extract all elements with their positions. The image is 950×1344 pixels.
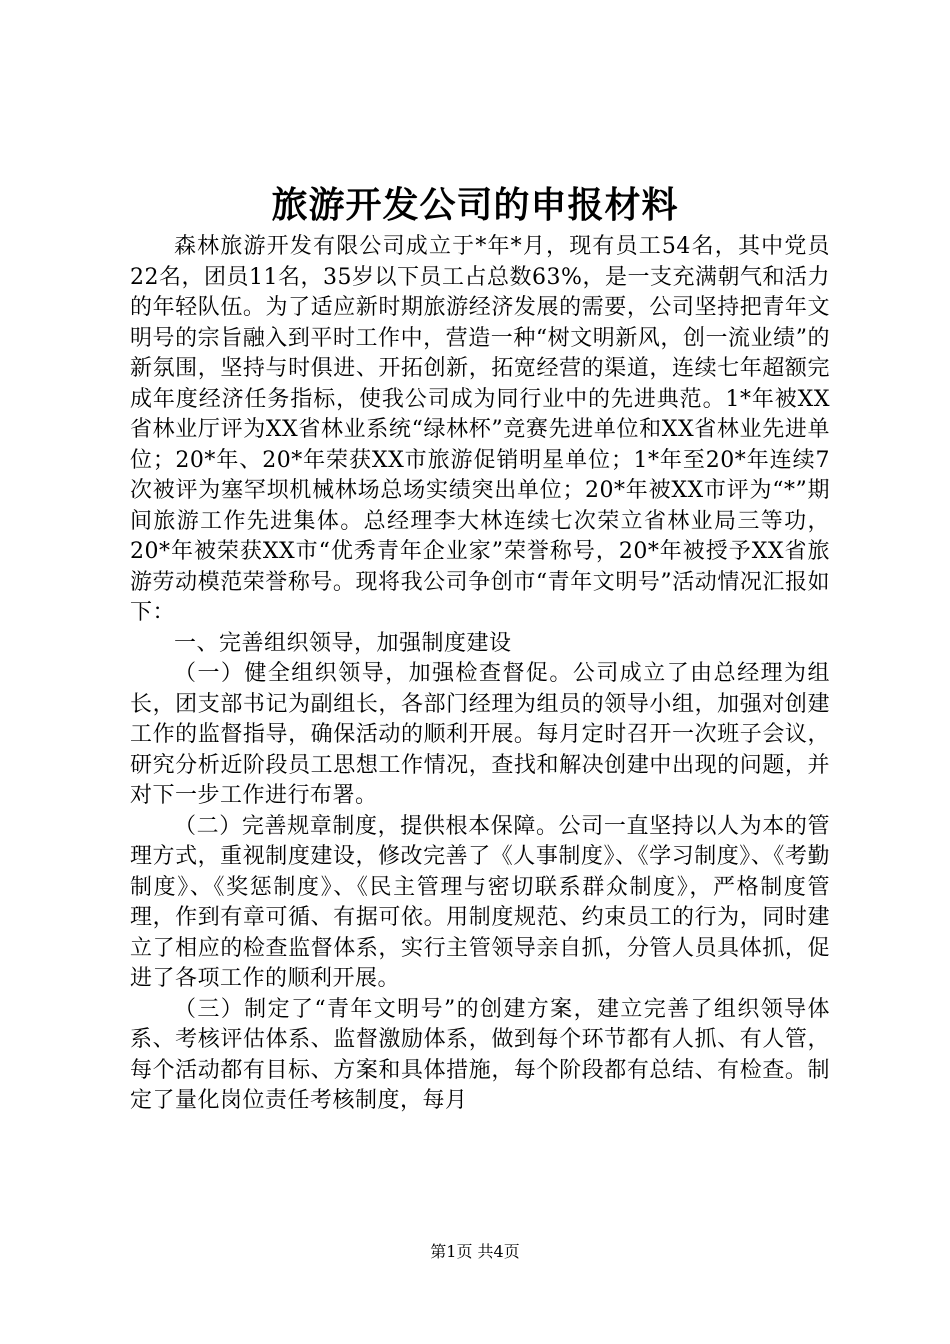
subsection-paragraph-2: （二）完善规章制度，提供根本保障。公司一直坚持以人为本的管理方式，重视制度建设，修改完善了《人事制度》、《学习制度》、《考勤制度》、《奖惩制度》、《民主管理与密切联系群众制度》，严格制度管理，作到有章可循、有据可依。用制度规范、约束员工的行为，同时建立了相应的检查监督体系，实行主管领导亲自抓，分管人员具体抓，促进了各项工作的顺利开展。 [130, 813, 830, 991]
page-footer: 第1页 共4页 [430, 1242, 520, 1261]
subsection-paragraph-3: （三）制定了“青年文明号”的创建方案，建立完善了组织领导体系、考核评估体系、监督激励体系，做到每个环节都有人抓、有人管，每个活动都有目标、方案和具体措施，每个阶段都有总结、有检查。制定了量化岗位责任考核制度，每月 [130, 996, 830, 1113]
intro-paragraph: 森林旅游开发有限公司成立于*年*月，现有员工54名，其中党员22名，团员11名，35岁以下员工占总数63%，是一支充满朝气和活力的年轻队伍。为了适应新时期旅游经济发展的需要，公司坚持把青年文明号的宗旨融入到平时工作中，营造一种“树文明新风，创一流业绩”的新氛围，坚持与时俱进、开拓创新，拓宽经营的渠道，连续七年超额完成年度经济任务指标，使我公司成为同行业中的先进典范。1*年被XX省林业厅评为XX省林业系统“绿林杯”竞赛先进单位和XX省林业先进单位；20*年、20*年荣获XX市旅游促销明星单位；1*年至20*年连续7次被评为塞罕坝机械林场总场实绩突出单位；20*年被XX市评为“*”期间旅游工作先进集体。总经理李大林连续七次荣立省林业局三等功，20*年被荣获XX市“优秀青年企业家”荣誉称号，20*年被授予XX省旅游劳动模范荣誉称号。现将我公司争创市“青年文明号”活动情况汇报如下： [130, 234, 830, 625]
subsection-paragraph-1: （一）健全组织领导，加强检查督促。公司成立了由总经理为组长，团支部书记为副组长，各部门经理为组员的领导小组，加强对创建工作的监督指导，确保活动的顺利开展。每月定时召开一次班子会议，研究分析近阶段员工思想工作情况，查找和解决创建中出现的问题，并对下一步工作进行布署。 [130, 661, 830, 808]
document-body [130, 232, 830, 1117]
section-heading: 一、完善组织领导，加强制度建设 [174, 630, 512, 656]
document-title: 旅游开发公司的申报材料 [271, 184, 679, 226]
